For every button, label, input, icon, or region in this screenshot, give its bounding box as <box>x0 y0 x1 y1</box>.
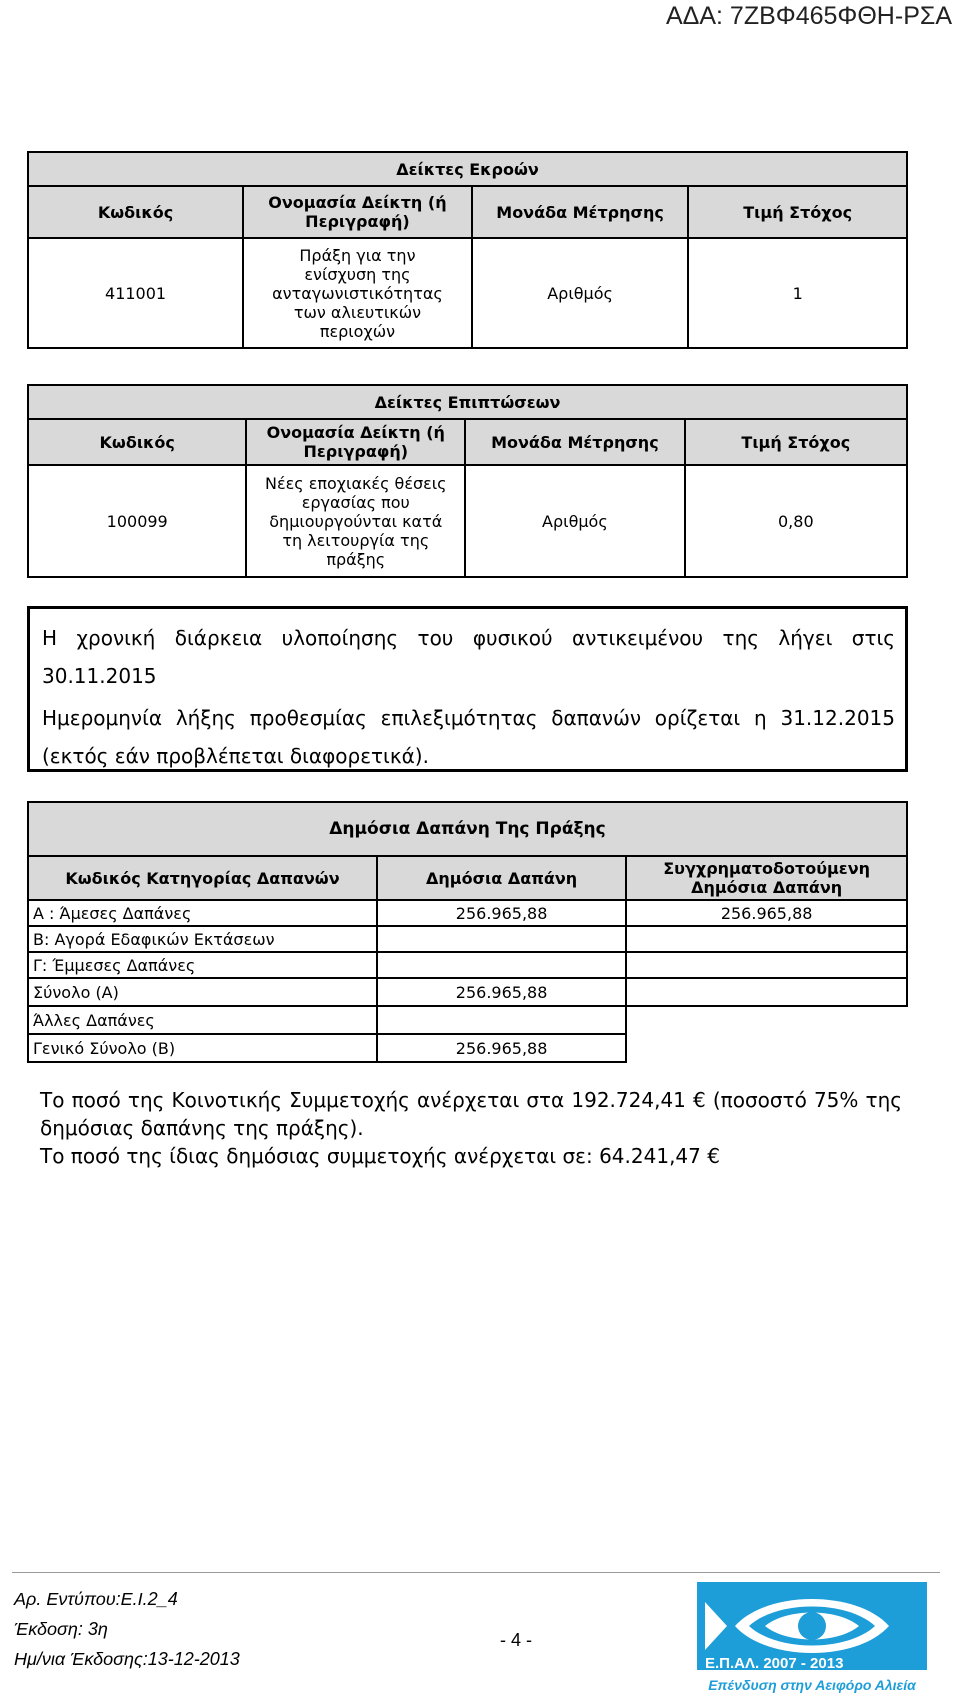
expense-row-public <box>377 926 626 952</box>
expenses-header-cofinanced: Συγχρηματοδοτούμενη Δημόσια Δαπάνη <box>626 856 907 900</box>
outputs-header-unit: Μονάδα Μέτρησης <box>472 186 689 238</box>
expense-row-label: Σύνολο (Α) <box>28 978 377 1006</box>
outputs-name: Πράξη για την ενίσχυση της ανταγωνιστικότητας των αλιευτικών περιοχών <box>243 238 472 348</box>
expense-row-cofinanced <box>626 952 907 978</box>
fish-eye-icon <box>798 1612 826 1640</box>
expense-row-public: 256.965,88 <box>377 978 626 1006</box>
impacts-unit: Αριθμός <box>465 465 684 577</box>
outputs-unit: Αριθμός <box>472 238 689 348</box>
impacts-header-name: Ονομασία Δείκτη (ή Περιγραφή) <box>246 419 465 465</box>
impacts-table <box>27 384 908 578</box>
expense-row-label: Β: Αγορά Εδαφικών Εκτάσεων <box>28 926 377 952</box>
impacts-header-unit: Μονάδα Μέτρησης <box>465 419 684 465</box>
ada-code: ΑΔΑ: 7ΖΒΦ465ΦΘΗ-ΡΣΑ <box>665 2 952 30</box>
outputs-code: 411001 <box>28 238 243 348</box>
epal-logo <box>697 1582 927 1694</box>
expense-row-label: Α : Άμεσες Δαπάνες <box>28 900 377 926</box>
own-contribution-text: Το ποσό της ίδιας δημόσιας συμμετοχής ανέρχεται σε: 64.241,47 € <box>40 1144 720 1168</box>
edition: Έκδοση: 3η <box>14 1619 108 1639</box>
duration-text: Η χρονική διάρκεια υλοποίησης του φυσικού αντικειμένου της λήγει στις 30.11.2015 <box>42 626 895 688</box>
edition-date: Ημ/νια Έκδοσης:13-12-2013 <box>14 1649 240 1669</box>
funding-summary <box>40 1086 902 1170</box>
outputs-header-name: Ονομασία Δείκτη (ή Περιγραφή) <box>243 186 472 238</box>
outputs-header-target: Τιμή Στόχος <box>688 186 907 238</box>
logo-tagline: Επένδυση στην Αειφόρο Αλιεία <box>708 1677 916 1693</box>
footer-divider <box>12 1572 940 1573</box>
footer-info <box>14 1584 240 1674</box>
impacts-name: Νέες εποχιακές θέσεις εργασίας που δημιουργούνται κατά τη λειτουργία της πράξης <box>246 465 465 577</box>
expense-row-cofinanced <box>626 926 907 952</box>
expense-row-public <box>377 1006 626 1034</box>
expense-row-label: Άλλες Δαπάνες <box>28 1006 377 1034</box>
logo-text: Ε.Π.ΑΛ. 2007 - 2013 <box>705 1655 844 1672</box>
expense-row-cofinanced <box>626 978 907 1006</box>
community-contribution-text: Το ποσό της Κοινοτικής Συμμετοχής ανέρχεται στα 192.724,41 € (ποσοστό 75% της δημόσιας δαπάνης της πράξης). <box>40 1088 902 1140</box>
outputs-header-code: Κωδικός <box>28 186 243 238</box>
outputs-table <box>27 151 908 349</box>
impacts-title: Δείκτες Επιπτώσεων <box>28 385 907 419</box>
expense-row-label: Γ: Έμμεσες Δαπάνες <box>28 952 377 978</box>
outputs-target: 1 <box>688 238 907 348</box>
expenses-header-public: Δημόσια Δαπάνη <box>377 856 626 900</box>
expense-row-label: Γενικό Σύνολο (Β) <box>28 1034 377 1062</box>
duration-notes-box <box>27 606 908 772</box>
outputs-title: Δείκτες Εκροών <box>28 152 907 186</box>
expense-row-public: 256.965,88 <box>377 900 626 926</box>
expense-row-public <box>377 952 626 978</box>
impacts-target: 0,80 <box>685 465 907 577</box>
impacts-code: 100099 <box>28 465 246 577</box>
expenses-header-category: Κωδικός Κατηγορίας Δαπανών <box>28 856 377 900</box>
deadline-text: Ημερομηνία λήξης προθεσμίας επιλεξιμότητας δαπανών ορίζεται η 31.12.2015 (εκτός εάν προβλέπεται διαφορετικά). <box>42 706 895 768</box>
expense-row-public: 256.965,88 <box>377 1034 626 1062</box>
expenses-title: Δημόσια Δαπάνη Της Πράξης <box>28 802 907 856</box>
public-expenditure-table <box>27 801 908 1063</box>
expense-row-cofinanced: 256.965,88 <box>626 900 907 926</box>
page-number: - 4 - <box>500 1630 533 1650</box>
impacts-header-target: Τιμή Στόχος <box>685 419 907 465</box>
impacts-header-code: Κωδικός <box>28 419 246 465</box>
form-number: Αρ. Εντύπου:Ε.Ι.2_4 <box>14 1589 178 1609</box>
